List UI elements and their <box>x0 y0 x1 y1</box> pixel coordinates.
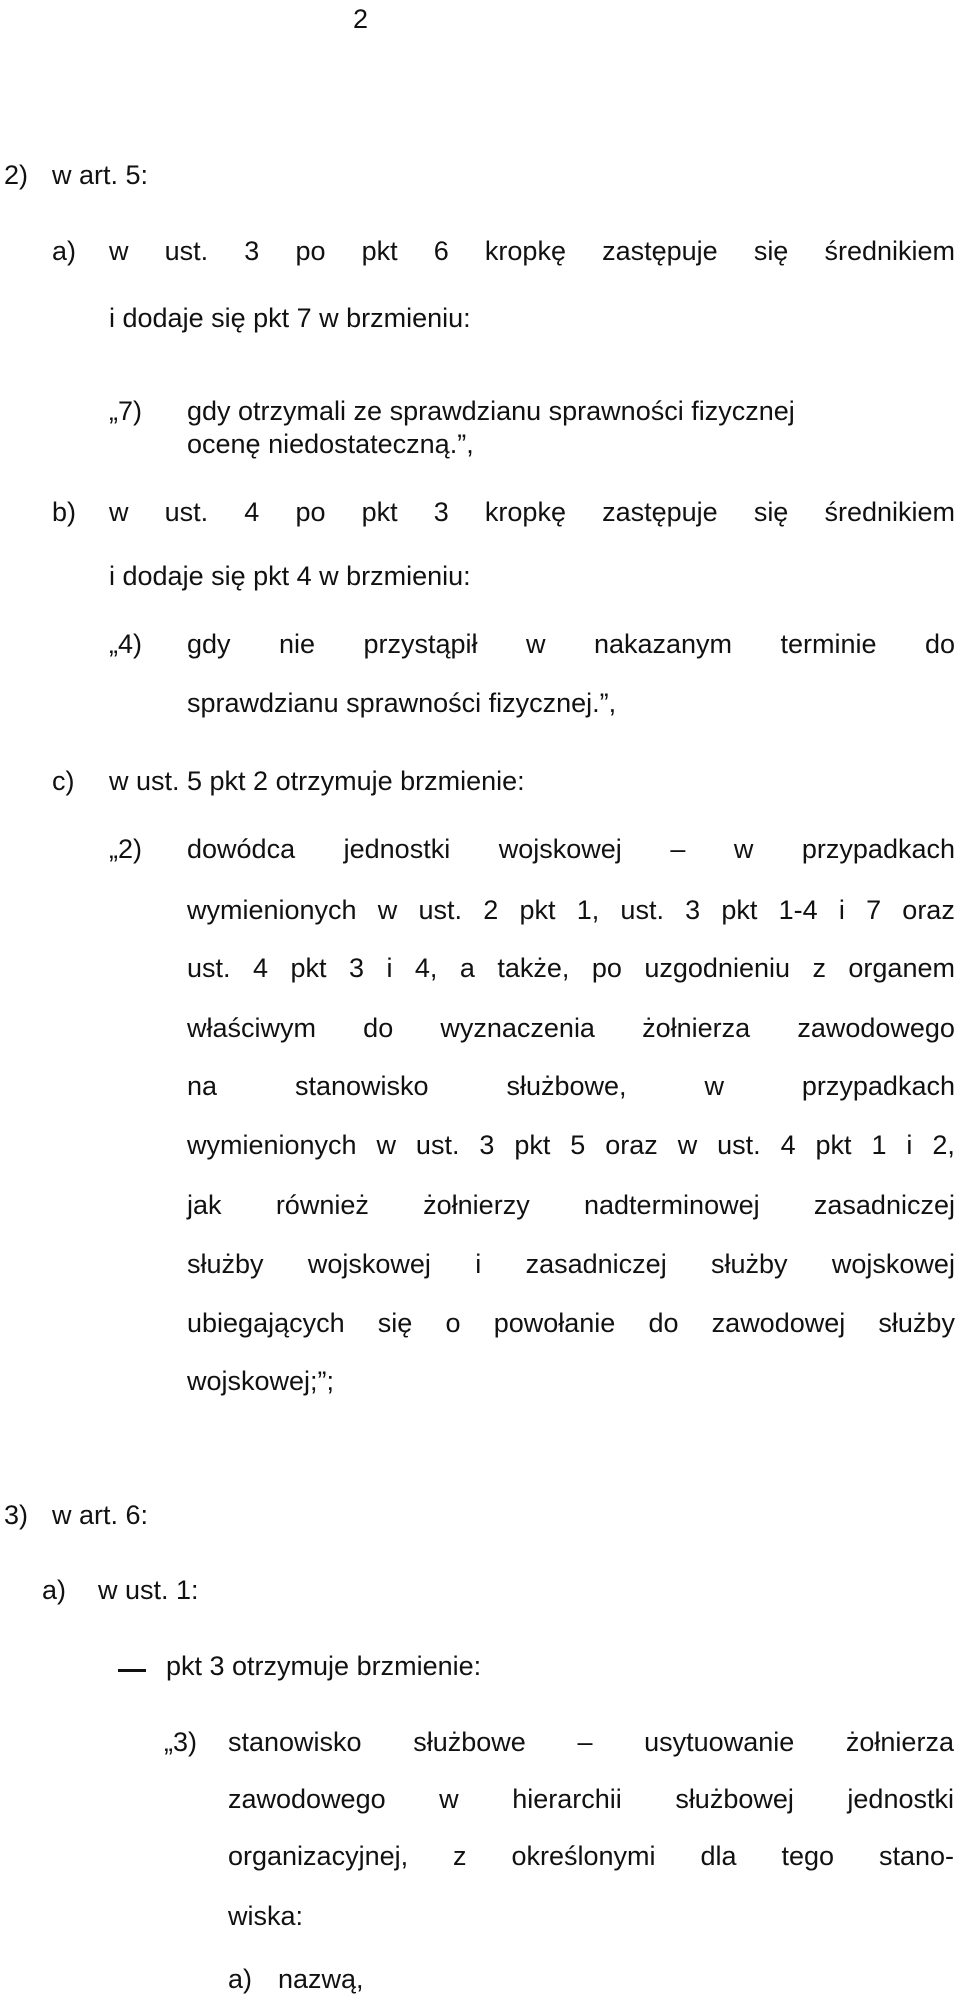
item3a-sub-text: nazwą, <box>278 1964 364 1994</box>
item3a-quote-line3: organizacyjnej, z określonymi dla tego stano- <box>228 1841 954 1871</box>
item2b-quote-number: „4) <box>109 629 142 659</box>
item3a-quote-line2: zawodowego w hierarchii służbowej jednostki <box>228 1784 954 1814</box>
item2c-label: w ust. 5 pkt 2 otrzymuje brzmienie: <box>109 766 525 796</box>
item2a-number: a) <box>52 236 77 266</box>
item2b-quote-line2: sprawdzianu sprawności fizycznej.”, <box>187 688 617 718</box>
item2-number: 2) <box>4 160 29 190</box>
item2c-quote-line: ubiegających się o powołanie do zawodowej służby <box>187 1308 955 1338</box>
item2-label: w art. 5: <box>52 160 149 190</box>
item2c-quote-line: właściwym do wyznaczenia żołnierza zawodowego <box>187 1013 955 1043</box>
page-number: 2 <box>353 4 369 34</box>
item2c-quote-line: jak również żołnierzy nadterminowej zasadniczej <box>187 1190 955 1220</box>
item2c-number: c) <box>52 766 75 796</box>
item3a-label: w ust. 1: <box>98 1575 199 1605</box>
item3a-quote-line1: stanowisko służbowe – usytuowanie żołnierza <box>228 1727 954 1757</box>
item3a-quote-line4: wiska: <box>228 1901 304 1931</box>
item2a-quote-number: „7) <box>109 396 142 426</box>
item2c-quote-line: służby wojskowej i zasadniczej służby wojskowej <box>187 1249 955 1279</box>
item2c-quote-line: wymienionych w ust. 2 pkt 1, ust. 3 pkt 1-4 i 7 oraz <box>187 895 955 925</box>
item3-label: w art. 6: <box>52 1500 149 1530</box>
item2b-line1: w ust. 4 po pkt 3 kropkę zastępuje się średnikiem <box>109 497 955 527</box>
item2c-quote-line1: dowódca jednostki wojskowej – w przypadkach <box>187 834 955 864</box>
item3-number: 3) <box>4 1500 29 1530</box>
item2a-quote-line1: gdy otrzymali ze sprawdzianu sprawności fizycznej <box>187 396 795 426</box>
item2c-quote-line: na stanowisko służbowe, w przypadkach <box>187 1071 955 1101</box>
item2a-line1: w ust. 3 po pkt 6 kropkę zastępuje się średnikiem <box>109 236 955 266</box>
item3a-dash <box>118 1669 146 1672</box>
item2b-quote-line1: gdy nie przystąpił w nakazanym terminie do <box>187 629 955 659</box>
item2c-quote-line: wymienionych w ust. 3 pkt 5 oraz w ust. 4 pkt 1 i 2, <box>187 1130 955 1160</box>
item3a-quote-number: „3) <box>164 1727 197 1757</box>
item2b-line2: i dodaje się pkt 4 w brzmieniu: <box>109 561 471 591</box>
item2c-quote-number: „2) <box>109 834 142 864</box>
item2a-quote-line2: ocenę niedostateczną.”, <box>187 429 474 459</box>
item2b-number: b) <box>52 497 77 527</box>
item2c-quote-line: ust. 4 pkt 3 i 4, a także, po uzgodnieniu z organem <box>187 953 955 983</box>
item2c-quote-last: wojskowej;”; <box>187 1366 335 1396</box>
item3a-dash-text: pkt 3 otrzymuje brzmienie: <box>166 1651 482 1681</box>
item2a-line2: i dodaje się pkt 7 w brzmieniu: <box>109 303 471 333</box>
item3a-sub-number: a) <box>228 1964 253 1994</box>
item3a-number: a) <box>42 1575 67 1605</box>
